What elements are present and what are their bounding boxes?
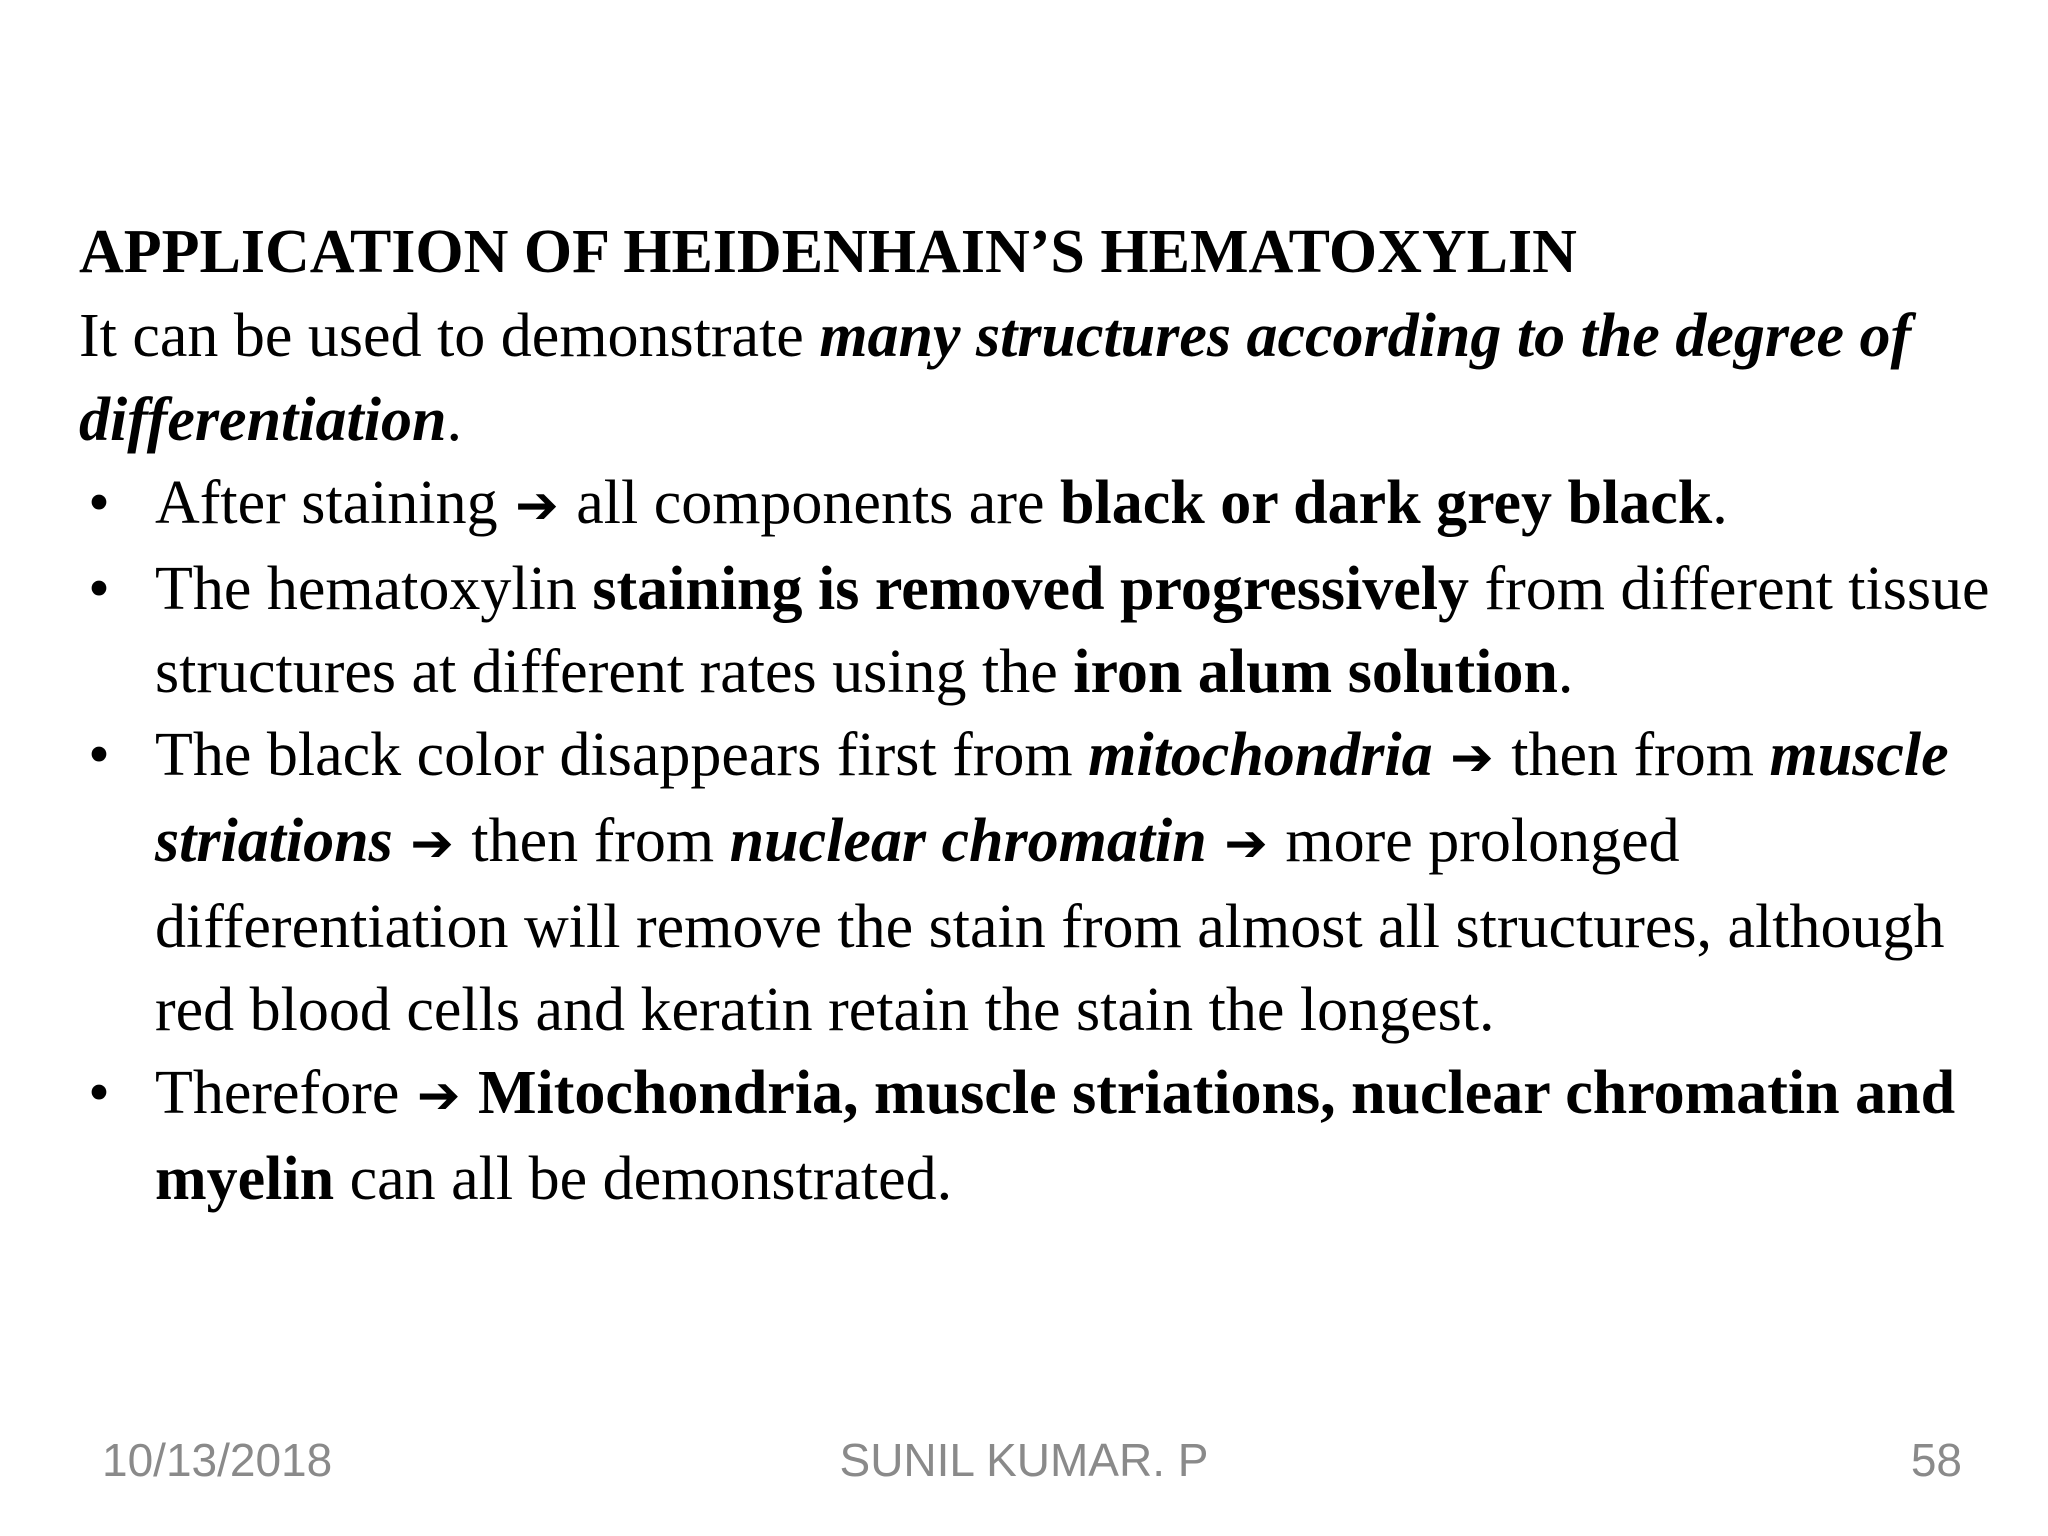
bullet-dot: • — [88, 469, 110, 537]
intro-paragraph — [79, 294, 2039, 462]
right-arrow-icon: ➔ — [416, 1066, 461, 1126]
bullet-item-therefore — [79, 1052, 2039, 1221]
bullet-text: more prolonged differentiation will remove the stain from almost all structures, although red blood cells and keratin retain the stain the longest. — [155, 807, 1945, 1044]
bullet-text: The black color disappears first from — [155, 721, 1089, 789]
bullet-text: all components are — [560, 469, 1060, 537]
bullet-dot: • — [88, 555, 110, 623]
bullet-item-sequence — [79, 714, 2039, 1052]
right-arrow-icon: ➔ — [410, 814, 454, 874]
slide-content — [79, 210, 2039, 1221]
footer-date: 10/13/2018 — [102, 1434, 333, 1486]
bullet-text: Therefore — [155, 1059, 415, 1127]
bullet-text: After staining — [155, 469, 514, 537]
bullet-bold: black or dark grey black — [1060, 469, 1713, 537]
intro-end: . — [446, 386, 462, 454]
bullet-text: from different tissue structures at different rates using the — [155, 555, 1990, 706]
bullet-bold-italic: mitochondria — [1088, 721, 1433, 789]
bullet-item-staining — [79, 462, 2039, 548]
right-arrow-icon: ➔ — [515, 476, 559, 536]
bullet-bold-italic: nuclear chromatin — [729, 807, 1207, 875]
right-arrow-icon: ➔ — [1450, 728, 1494, 788]
bullet-end: . — [1712, 469, 1728, 537]
bullet-text: can all be demonstrated. — [334, 1145, 953, 1213]
bullet-dot: • — [88, 1059, 110, 1127]
bullet-bold: staining is removed progressively — [592, 555, 1469, 623]
right-arrow-icon: ➔ — [1224, 814, 1268, 874]
footer-author: SUNIL KUMAR. P — [839, 1434, 1209, 1486]
footer-page-number: 58 — [1910, 1434, 1962, 1486]
bullet-text: then from — [455, 807, 730, 875]
bullet-bold: iron alum solution — [1073, 638, 1558, 706]
bullet-text: then from — [1495, 721, 1770, 789]
bullet-list — [79, 462, 2039, 1221]
bullet-text: The hematoxylin — [155, 555, 593, 623]
intro-emphasis: many structures according to the degree of differentiation — [79, 302, 1912, 454]
bullet-end: . — [1557, 638, 1574, 706]
slide-title: APPLICATION OF HEIDENHAIN’S HEMATOXYLIN — [79, 218, 1577, 286]
bullet-bold: Mitochondria, muscle striations, nuclear chromatin and myelin — [155, 1059, 1956, 1213]
bullet-dot: • — [88, 721, 110, 789]
bullet-bold-italic: muscle striations — [155, 721, 1949, 875]
bullet-item-removal — [79, 548, 2039, 714]
intro-text: It can be used to demonstrate — [79, 302, 820, 370]
